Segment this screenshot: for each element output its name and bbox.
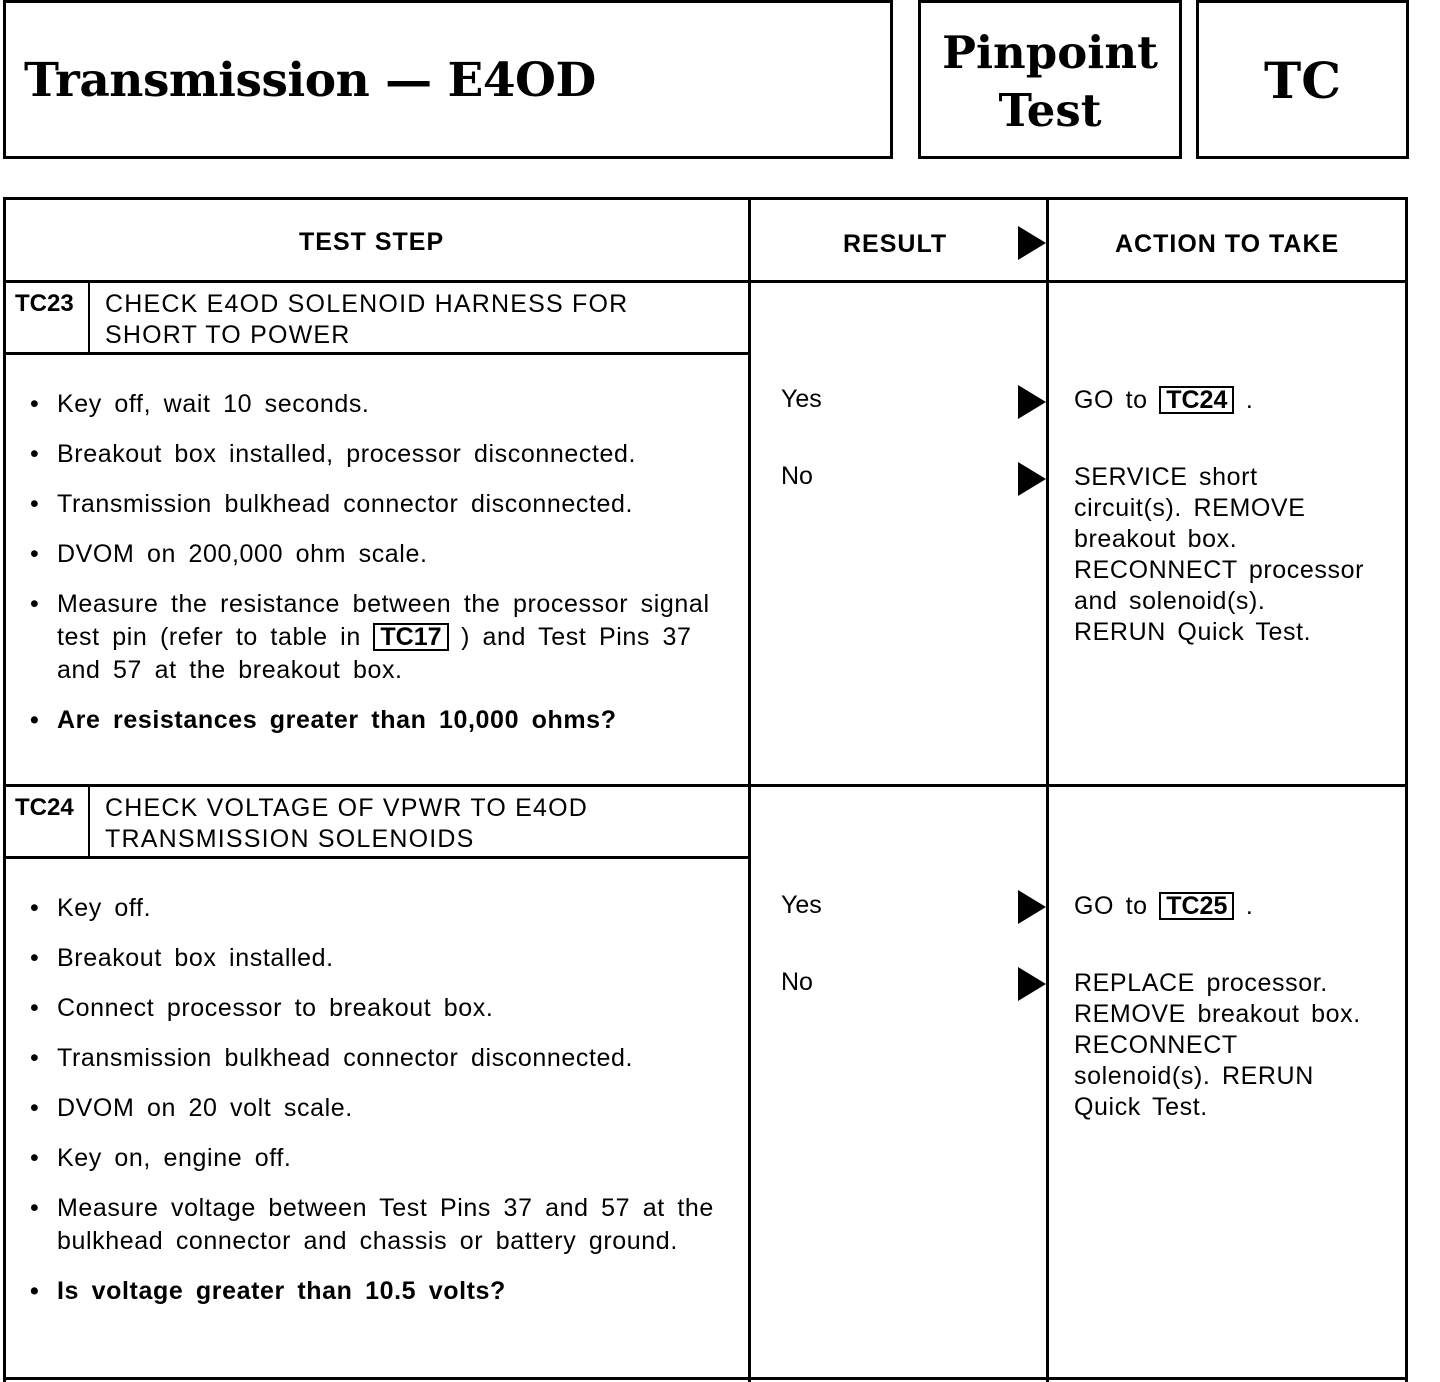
goto-step-link[interactable]: TC24 xyxy=(1159,386,1234,414)
result-yes: Yes xyxy=(781,385,822,413)
step-reference-link[interactable]: TC17 xyxy=(373,623,448,651)
result-arrow-icon xyxy=(1018,462,1046,496)
result-arrow-icon xyxy=(1018,385,1046,419)
section-code: TC xyxy=(1263,51,1341,110)
test-label: Test xyxy=(998,84,1102,137)
step-title xyxy=(105,289,628,351)
result-arrow-icon xyxy=(1018,967,1046,1001)
goto-step-link[interactable]: TC25 xyxy=(1159,892,1234,920)
action-no xyxy=(1074,968,1361,1123)
instruction-item xyxy=(30,588,720,687)
column-header-action: ACTION TO TAKE xyxy=(1115,230,1340,258)
action-text: . xyxy=(1245,892,1254,920)
instruction-text: ) and Test Pins 37 and 57 at the breakout box. xyxy=(57,623,692,684)
instruction-item: • Key off. xyxy=(30,892,720,925)
step-instructions xyxy=(30,892,720,1308)
action-line: and solenoid(s). xyxy=(1074,587,1266,615)
action-line: SERVICE short xyxy=(1074,463,1258,491)
pinpoint-label: Pinpoint xyxy=(942,26,1158,79)
title-box xyxy=(3,0,893,159)
result-no: No xyxy=(781,968,813,996)
instruction-item: • Measure voltage between Test Pins 37 and 57 at the bulkhead connector and chassis or battery ground. xyxy=(30,1192,720,1258)
column-header-test-step: TEST STEP xyxy=(299,228,445,256)
result-arrow-icon xyxy=(1018,890,1046,924)
document-title: Transmission — E4OD xyxy=(24,53,596,108)
instruction-question: • Is voltage greater than 10.5 volts? xyxy=(30,1275,720,1308)
instruction-item: • Transmission bulkhead connector disconnected. xyxy=(30,1042,720,1075)
instruction-item: • Transmission bulkhead connector disconnected. xyxy=(30,488,720,521)
column-header-result: RESULT xyxy=(843,230,948,258)
section-code-box xyxy=(1196,0,1409,159)
step-title xyxy=(105,793,588,855)
action-line: RECONNECT xyxy=(1074,1031,1238,1059)
instruction-item: • Connect processor to breakout box. xyxy=(30,992,720,1025)
result-arrow-icon xyxy=(1018,226,1046,260)
action-line: REPLACE processor. xyxy=(1074,969,1328,997)
step-title-line: SHORT TO POWER xyxy=(105,321,351,349)
result-no: No xyxy=(781,462,813,490)
instruction-text: Measure the resistance between the processor signal test pin (refer to table in xyxy=(57,590,710,651)
action-text: . xyxy=(1245,386,1254,414)
action-line: RERUN Quick Test. xyxy=(1074,618,1312,646)
action-line: solenoid(s). RERUN xyxy=(1074,1062,1314,1090)
instruction-question: • Are resistances greater than 10,000 ohms? xyxy=(30,704,720,737)
action-line: circuit(s). REMOVE xyxy=(1074,494,1306,522)
instruction-item: • Breakout box installed. xyxy=(30,942,720,975)
action-yes xyxy=(1074,385,1253,416)
instruction-item: • Breakout box installed, processor disconnected. xyxy=(30,438,720,471)
step-instructions xyxy=(30,388,720,737)
instruction-item: • Key on, engine off. xyxy=(30,1142,720,1175)
action-no xyxy=(1074,462,1364,648)
step-title-line: CHECK E4OD SOLENOID HARNESS FOR xyxy=(105,290,629,318)
action-line: Quick Test. xyxy=(1074,1093,1208,1121)
instruction-item: • DVOM on 20 volt scale. xyxy=(30,1092,720,1125)
action-line: RECONNECT processor xyxy=(1074,556,1364,584)
step-id: TC24 xyxy=(15,794,74,821)
step-title-line: TRANSMISSION SOLENOIDS xyxy=(105,825,475,853)
pinpoint-test-box xyxy=(918,0,1182,159)
action-text: GO to xyxy=(1074,386,1148,414)
action-text: GO to xyxy=(1074,892,1148,920)
action-line: breakout box. xyxy=(1074,525,1238,553)
action-line: REMOVE breakout box. xyxy=(1074,1000,1361,1028)
step-title-line: CHECK VOLTAGE OF VPWR TO E4OD xyxy=(105,794,589,822)
action-yes xyxy=(1074,891,1253,922)
result-yes: Yes xyxy=(781,891,822,919)
instruction-item: • DVOM on 200,000 ohm scale. xyxy=(30,538,720,571)
step-id: TC23 xyxy=(15,290,74,317)
instruction-item: • Key off, wait 10 seconds. xyxy=(30,388,720,421)
